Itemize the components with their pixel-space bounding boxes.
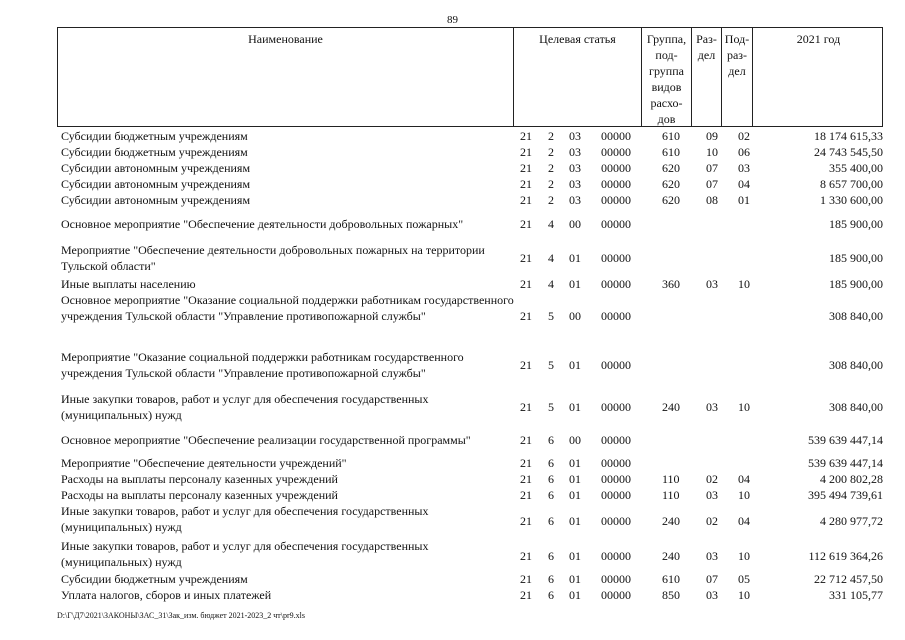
row-group: 610	[662, 145, 680, 159]
row-amount: 308 840,00	[829, 309, 883, 323]
row-subsection: 10	[738, 549, 750, 563]
row-subsection: 10	[738, 277, 750, 291]
row-subsection: 10	[738, 488, 750, 502]
header-name: Наименование	[58, 28, 514, 126]
row-subsection: 04	[738, 472, 750, 486]
row-c3: 03	[569, 161, 581, 175]
header-year: 2021 год	[796, 32, 841, 46]
row-c2: 2	[548, 193, 554, 207]
row-name: Основное мероприятие "Оказание социальной поддержки работникам государственного учреждения Тульской области "Управление противопожарной службы"	[61, 293, 514, 323]
table-row	[0, 276, 905, 292]
table-row	[0, 192, 905, 208]
row-c1: 21	[520, 193, 532, 207]
row-c4: 00000	[601, 572, 631, 586]
row-c4: 00000	[601, 161, 631, 175]
row-section: 07	[706, 177, 718, 191]
row-group: 620	[662, 177, 680, 191]
row-name: Расходы на выплаты персоналу казенных учреждений	[61, 488, 338, 502]
row-name: Расходы на выплаты персоналу казенных учреждений	[61, 472, 338, 486]
row-c2: 2	[548, 129, 554, 143]
row-section: 07	[706, 572, 718, 586]
row-c4: 00000	[601, 309, 631, 323]
row-name: Иные закупки товаров, работ и услуг для обеспечения государственных (муниципальных) нужд	[61, 392, 429, 422]
row-amount: 331 105,77	[829, 588, 883, 602]
row-c2: 6	[548, 514, 554, 528]
table-row	[0, 455, 905, 471]
row-name: Иные выплаты населению	[61, 277, 196, 291]
table-row	[0, 128, 905, 144]
row-amount: 185 900,00	[829, 217, 883, 231]
table-row	[0, 242, 905, 274]
table-row	[0, 144, 905, 160]
row-c4: 00000	[601, 400, 631, 414]
row-name: Иные закупки товаров, работ и услуг для обеспечения государственных (муниципальных) нужд	[61, 539, 429, 569]
row-amount: 22 712 457,50	[814, 572, 883, 586]
header-group: Группа, под- группа видов расхо- дов	[642, 28, 692, 126]
row-c1: 21	[520, 251, 532, 265]
row-group: 240	[662, 549, 680, 563]
row-name: Субсидии автономным учреждениям	[61, 177, 251, 191]
row-c1: 21	[520, 217, 532, 231]
row-c2: 5	[548, 309, 554, 323]
header-section: Раз- дел	[692, 28, 722, 126]
row-c3: 01	[569, 472, 581, 486]
row-name: Субсидии автономным учреждениям	[61, 161, 251, 175]
row-amount: 18 174 615,33	[814, 129, 883, 143]
row-c1: 21	[520, 588, 532, 602]
row-c2: 2	[548, 177, 554, 191]
row-c3: 01	[569, 456, 581, 470]
row-name: Мероприятие "Обеспечение деятельности добровольных пожарных на территории Тульской области"	[61, 243, 485, 273]
row-c2: 5	[548, 400, 554, 414]
row-group: 240	[662, 514, 680, 528]
row-group: 620	[662, 193, 680, 207]
row-c4: 00000	[601, 433, 631, 447]
row-amount: 308 840,00	[829, 358, 883, 372]
row-c2: 5	[548, 358, 554, 372]
row-c3: 03	[569, 145, 581, 159]
row-c1: 21	[520, 488, 532, 502]
row-c1: 21	[520, 145, 532, 159]
row-c3: 01	[569, 400, 581, 414]
row-c2: 6	[548, 456, 554, 470]
table-row	[0, 487, 905, 503]
row-c3: 01	[569, 277, 581, 291]
row-subsection: 01	[738, 193, 750, 207]
table-row	[0, 587, 905, 603]
row-c1: 21	[520, 400, 532, 414]
row-c3: 00	[569, 309, 581, 323]
table-row	[0, 292, 905, 340]
row-c4: 00000	[601, 488, 631, 502]
row-section: 07	[706, 161, 718, 175]
row-amount: 185 900,00	[829, 251, 883, 265]
row-c1: 21	[520, 358, 532, 372]
row-c3: 01	[569, 514, 581, 528]
table-row	[0, 349, 905, 381]
table-row	[0, 176, 905, 192]
row-c1: 21	[520, 514, 532, 528]
row-c4: 00000	[601, 514, 631, 528]
row-c4: 00000	[601, 251, 631, 265]
row-c4: 00000	[601, 456, 631, 470]
row-group: 110	[662, 488, 680, 502]
row-section: 08	[706, 193, 718, 207]
row-name: Основное мероприятие "Обеспечение реализации государственной программы"	[61, 433, 471, 447]
row-amount: 4 280 977,72	[820, 514, 883, 528]
row-c2: 4	[548, 217, 554, 231]
row-c3: 01	[569, 588, 581, 602]
page-number: 89	[447, 14, 458, 26]
table-row	[0, 471, 905, 487]
row-subsection: 04	[738, 177, 750, 191]
row-section: 03	[706, 277, 718, 291]
row-c4: 00000	[601, 217, 631, 231]
row-c1: 21	[520, 456, 532, 470]
row-c4: 00000	[601, 358, 631, 372]
row-c1: 21	[520, 129, 532, 143]
table-row	[0, 571, 905, 587]
row-group: 850	[662, 588, 680, 602]
row-c4: 00000	[601, 472, 631, 486]
row-section: 03	[706, 400, 718, 414]
row-c1: 21	[520, 177, 532, 191]
header-target: Целевая статья	[514, 28, 642, 126]
header-subsection: Под- раз- дел	[722, 28, 753, 126]
row-c4: 00000	[601, 549, 631, 563]
row-amount: 185 900,00	[829, 277, 883, 291]
row-name: Уплата налогов, сборов и иных платежей	[61, 588, 272, 602]
row-amount: 24 743 545,50	[814, 145, 883, 159]
row-amount: 539 639 447,14	[808, 456, 883, 470]
row-amount: 112 619 364,26	[808, 549, 883, 563]
row-c2: 6	[548, 572, 554, 586]
row-subsection: 04	[738, 514, 750, 528]
row-c4: 00000	[601, 277, 631, 291]
row-section: 03	[706, 488, 718, 502]
row-amount: 1 330 600,00	[820, 193, 883, 207]
row-subsection: 10	[738, 400, 750, 414]
row-c2: 6	[548, 488, 554, 502]
row-c2: 6	[548, 588, 554, 602]
row-name: Мероприятие "Обеспечение деятельности учреждений"	[61, 456, 347, 470]
row-amount: 8 657 700,00	[820, 177, 883, 191]
row-c1: 21	[520, 161, 532, 175]
row-c1: 21	[520, 549, 532, 563]
row-c1: 21	[520, 277, 532, 291]
file-path-footer: D:\Г\Д7\2021\ЗАКОНЫ\ЗАС_31\Зак_изм. бюджет 2021-2023_2 чт\pr9.xls	[57, 611, 306, 620]
row-name: Субсидии бюджетным учреждениям	[61, 129, 248, 143]
row-section: 03	[706, 549, 718, 563]
row-c2: 4	[548, 277, 554, 291]
row-c3: 03	[569, 177, 581, 191]
table-row	[0, 432, 905, 448]
row-c1: 21	[520, 472, 532, 486]
row-section: 02	[706, 514, 718, 528]
row-name: Субсидии автономным учреждениям	[61, 193, 251, 207]
row-group: 360	[662, 277, 680, 291]
row-c2: 2	[548, 161, 554, 175]
row-subsection: 03	[738, 161, 750, 175]
row-c2: 2	[548, 145, 554, 159]
row-amount: 355 400,00	[829, 161, 883, 175]
row-c3: 01	[569, 251, 581, 265]
row-c3: 01	[569, 358, 581, 372]
row-c2: 4	[548, 251, 554, 265]
row-c4: 00000	[601, 145, 631, 159]
row-c4: 00000	[601, 193, 631, 207]
row-group: 610	[662, 129, 680, 143]
row-amount: 308 840,00	[829, 400, 883, 414]
row-subsection: 05	[738, 572, 750, 586]
row-name: Иные закупки товаров, работ и услуг для обеспечения государственных (муниципальных) нужд	[61, 504, 429, 534]
row-group: 240	[662, 400, 680, 414]
row-c2: 6	[548, 472, 554, 486]
row-group: 110	[662, 472, 680, 486]
row-name: Субсидии бюджетным учреждениям	[61, 145, 248, 159]
row-c1: 21	[520, 433, 532, 447]
row-c3: 01	[569, 572, 581, 586]
row-subsection: 06	[738, 145, 750, 159]
table-row	[0, 216, 905, 232]
table-row	[0, 538, 905, 570]
row-amount: 4 200 802,28	[820, 472, 883, 486]
table-row	[0, 160, 905, 176]
table-row	[0, 503, 905, 535]
row-c4: 00000	[601, 129, 631, 143]
row-name: Субсидии бюджетным учреждениям	[61, 572, 248, 586]
row-group: 620	[662, 161, 680, 175]
row-c3: 00	[569, 217, 581, 231]
table-header	[57, 27, 883, 127]
row-c3: 01	[569, 549, 581, 563]
row-c2: 6	[548, 549, 554, 563]
table-row	[0, 391, 905, 423]
row-c2: 6	[548, 433, 554, 447]
row-c4: 00000	[601, 177, 631, 191]
row-c3: 03	[569, 193, 581, 207]
row-amount: 539 639 447,14	[808, 433, 883, 447]
row-name: Мероприятие "Оказание социальной поддержки работникам государственного учреждения Тульской области "Управление противопожарной службы"	[61, 350, 464, 380]
row-c1: 21	[520, 572, 532, 586]
row-section: 10	[706, 145, 718, 159]
row-group: 610	[662, 572, 680, 586]
row-section: 03	[706, 588, 718, 602]
row-section: 02	[706, 472, 718, 486]
row-subsection: 02	[738, 129, 750, 143]
row-section: 09	[706, 129, 718, 143]
row-amount: 395 494 739,61	[808, 488, 883, 502]
row-name: Основное мероприятие "Обеспечение деятельности добровольных пожарных"	[61, 217, 464, 231]
row-c1: 21	[520, 309, 532, 323]
row-c3: 01	[569, 488, 581, 502]
row-c3: 00	[569, 433, 581, 447]
row-c3: 03	[569, 129, 581, 143]
row-subsection: 10	[738, 588, 750, 602]
row-c4: 00000	[601, 588, 631, 602]
